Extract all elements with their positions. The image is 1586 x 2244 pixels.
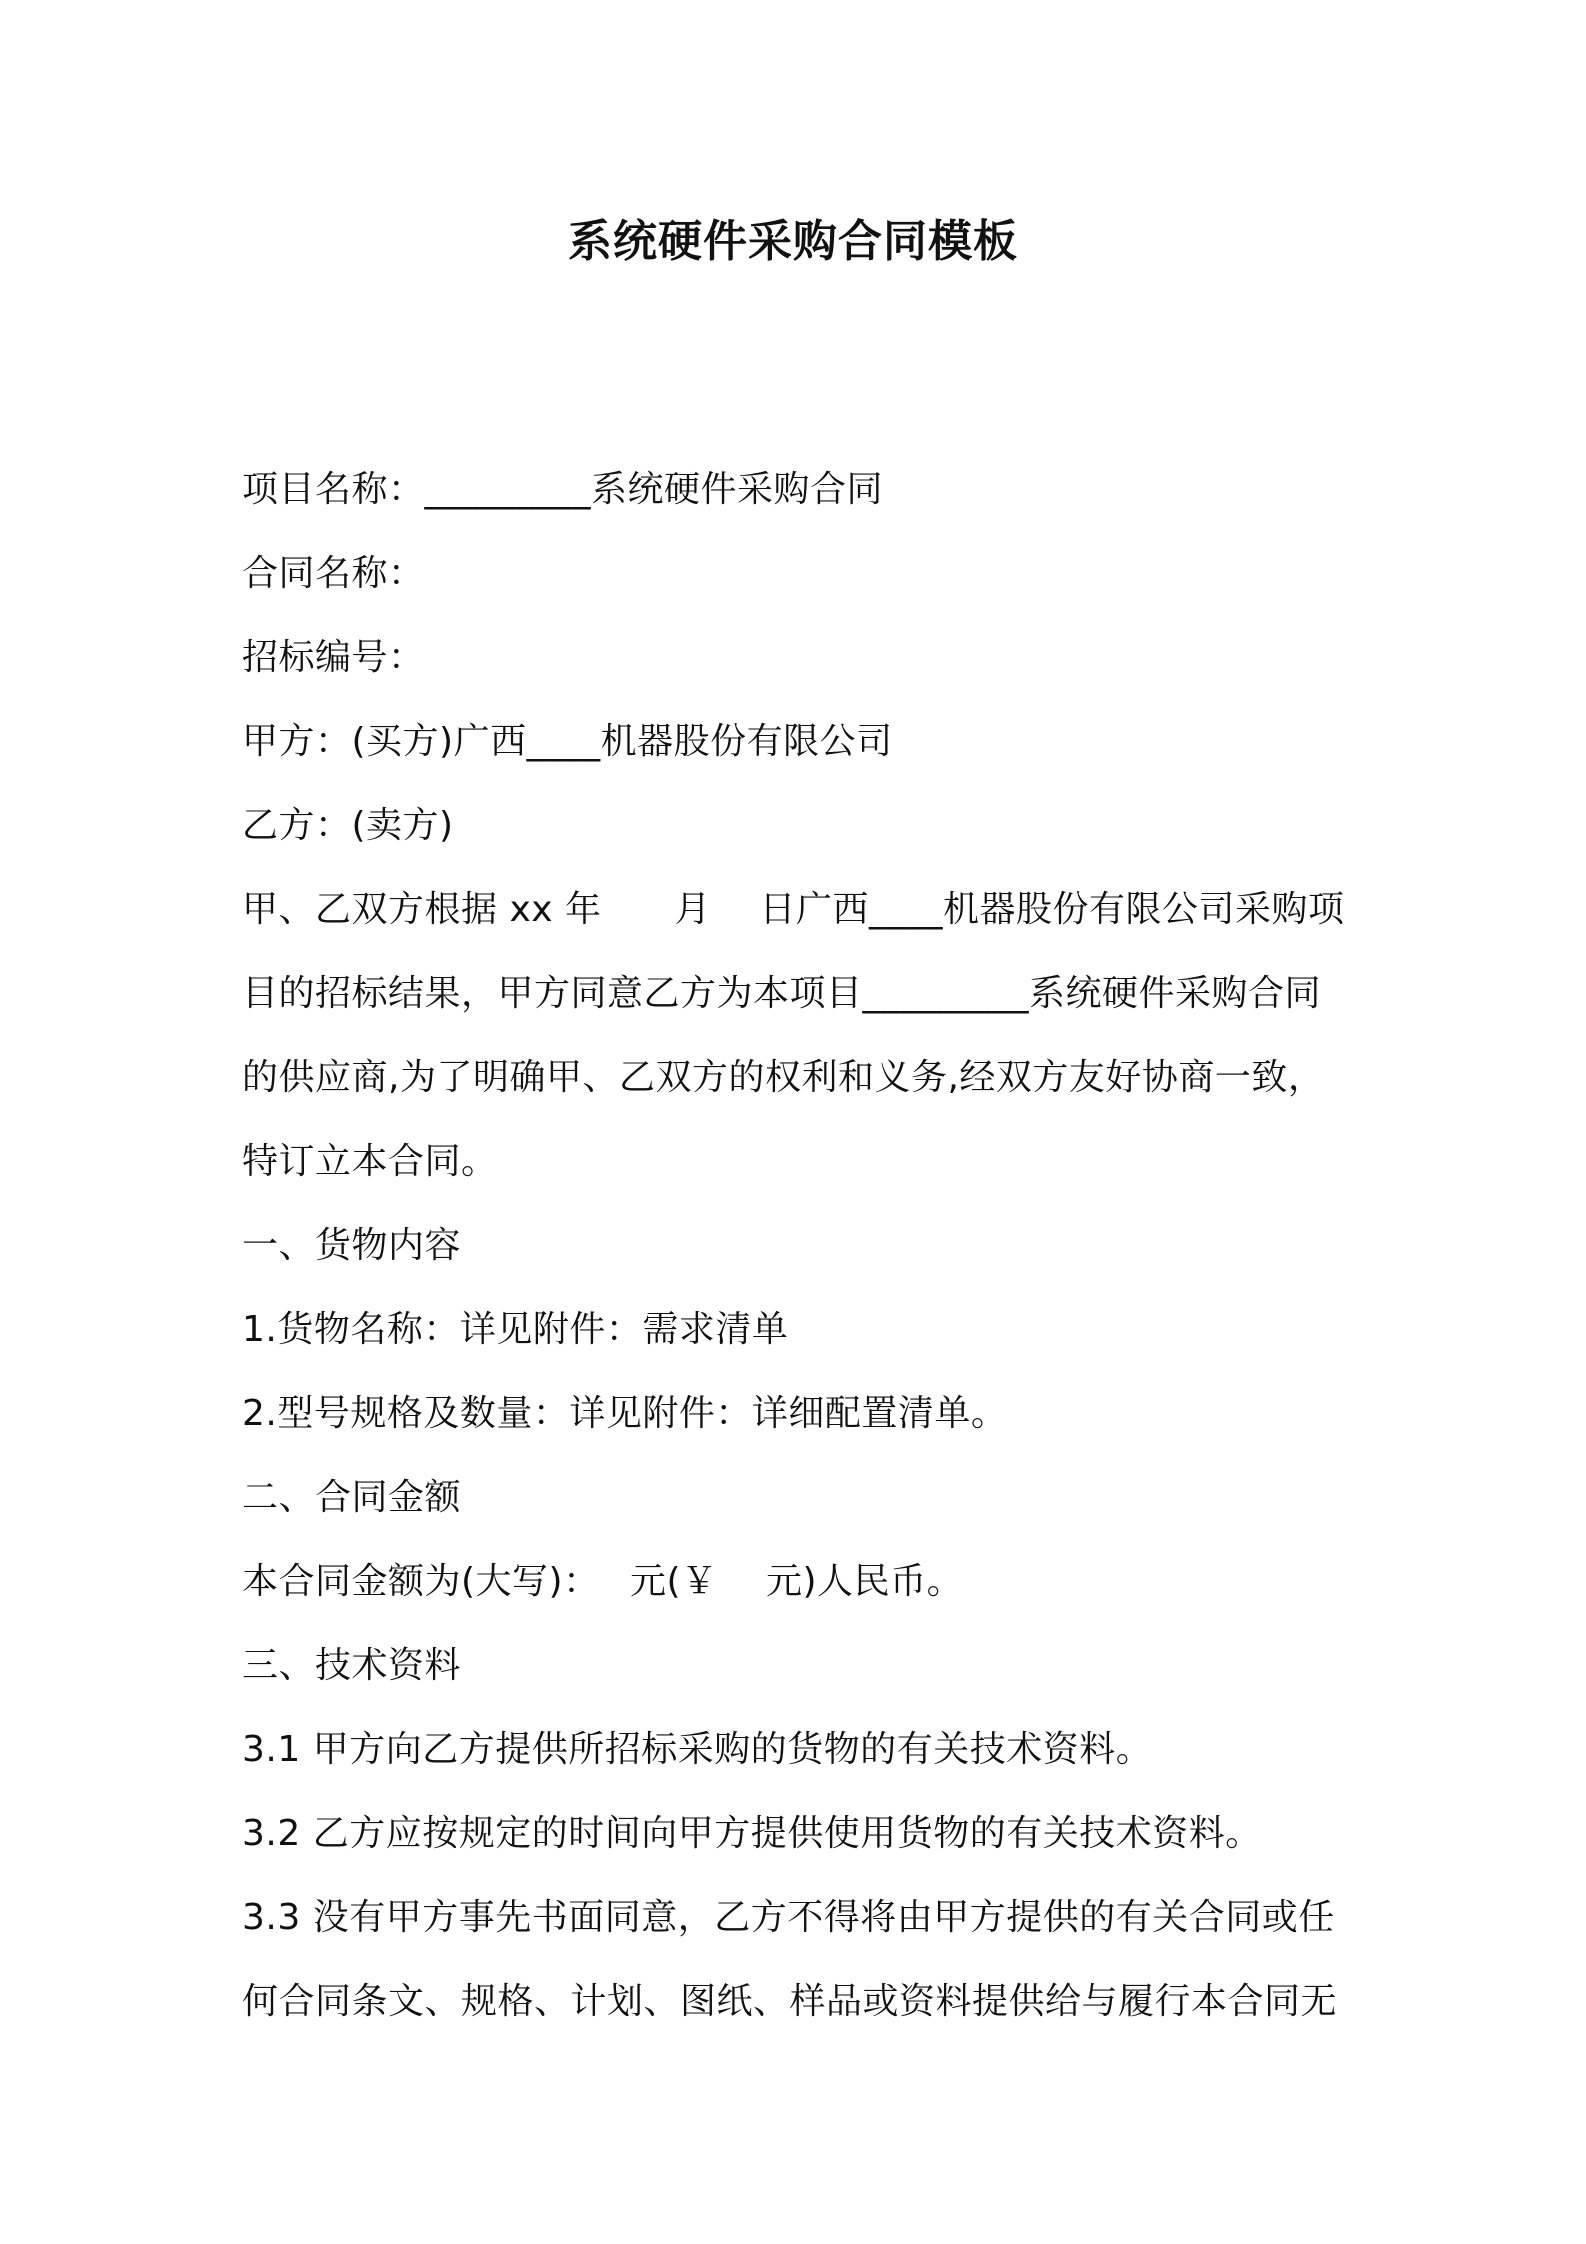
preamble-line-4: 特订立本合同。	[242, 1141, 498, 1182]
contract-name-line: 合同名称：	[242, 553, 425, 594]
technical-item-3-1: 3.1 甲方向乙方提供所招标采购的货物的有关技术资料。	[242, 1729, 1153, 1770]
tender-number-line: 招标编号：	[242, 637, 425, 678]
document-title: 系统硬件采购合同模板	[568, 216, 1018, 267]
technical-item-3-2: 3.2 乙方应按规定的时间向甲方提供使用货物的有关技术资料。	[242, 1813, 1262, 1854]
preamble-line-3: 的供应商,为了明确甲、乙双方的权利和义务,经双方友好协商一致，	[242, 1057, 1325, 1098]
party-b-line: 乙方：(卖方)	[242, 805, 454, 846]
preamble-line-1: 甲、乙双方根据 xx 年 月 日广西____机器股份有限公司采购项	[242, 889, 1345, 930]
document-body	[242, 448, 1362, 2044]
technical-item-3-3-line-1: 3.3 没有甲方事先书面同意，乙方不得将由甲方提供的有关合同或任	[242, 1897, 1335, 1938]
section-heading-goods: 一、货物内容	[242, 1225, 462, 1266]
goods-item-2: 2.型号规格及数量：详见附件：详细配置清单。	[242, 1393, 1008, 1434]
goods-item-1: 1.货物名称：详见附件：需求清单	[242, 1309, 789, 1350]
project-name-line: 项目名称：_________系统硬件采购合同	[242, 469, 884, 510]
technical-item-3-3-line-2: 何合同条文、规格、计划、图纸、样品或资料提供给与履行本合同无	[242, 1981, 1338, 2022]
party-a-line: 甲方：(买方)广西____机器股份有限公司	[242, 721, 893, 762]
amount-line: 本合同金额为(大写)： 元(￥ 元)人民币。	[242, 1561, 964, 1602]
section-heading-technical: 三、技术资料	[242, 1645, 462, 1686]
preamble-line-2: 目的招标结果，甲方同意乙方为本项目_________系统硬件采购合同	[242, 973, 1322, 1014]
section-heading-amount: 二、合同金额	[242, 1477, 462, 1518]
